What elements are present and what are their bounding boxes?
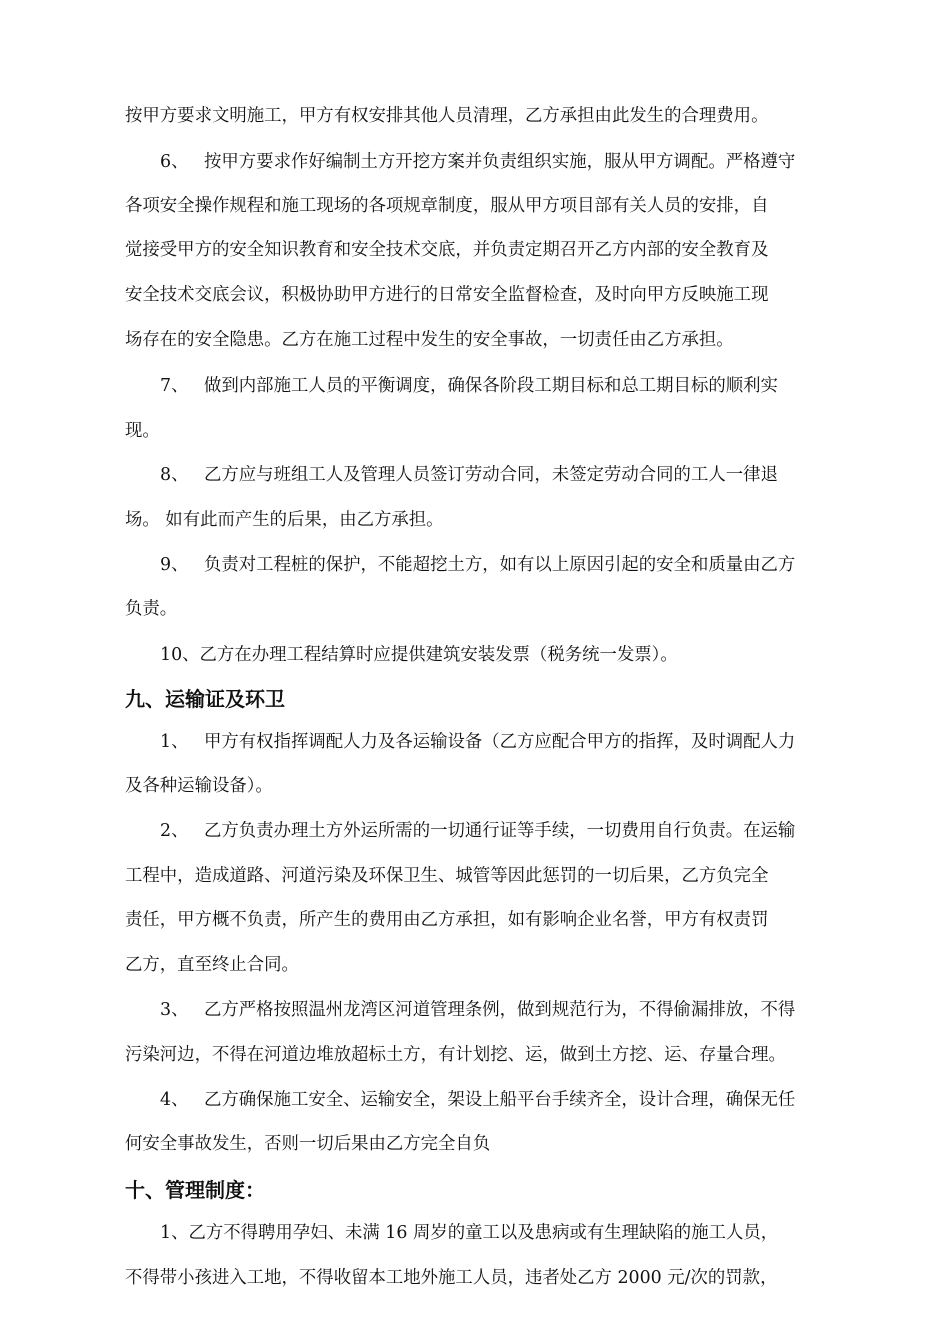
paragraph-line: 安全技术交底会议，积极协助甲方进行的日常安全监督检查，及时向甲方反映施工现 bbox=[125, 285, 769, 305]
clause-9-1: 1、 甲方有权指挥调配人力及各运输设备（乙方应配合甲方的指挥，及时调配人力 bbox=[160, 732, 796, 752]
clause-8: 8、 乙方应与班组工人及管理人员签订劳动合同，未签定劳动合同的工人一律退 bbox=[160, 465, 778, 485]
paragraph-line: 现。 bbox=[125, 421, 160, 441]
clause-9-3: 3、 乙方严格按照温州龙湾区河道管理条例，做到规范行为，不得偷漏排放，不得 bbox=[160, 1000, 796, 1020]
clause-number: 6、 bbox=[160, 152, 189, 172]
clause-6: 6、 按甲方要求作好编制土方开挖方案并负责组织实施，服从甲方调配。严格遵守 bbox=[160, 152, 796, 172]
clause-number: 7、 bbox=[160, 376, 189, 396]
clause-9-2: 2、 乙方负责办理土方外运所需的一切通行证等手续，一切费用自行负责。在运输 bbox=[160, 821, 796, 841]
paragraph-line: 按甲方要求文明施工，甲方有权安排其他人员清理，乙方承担由此发生的合理费用。 bbox=[125, 106, 769, 126]
paragraph-line: 乙方，直至终止合同。 bbox=[125, 955, 299, 975]
clause-number: 4、 bbox=[160, 1090, 189, 1110]
clause-number: 1、 bbox=[160, 732, 189, 752]
clause-number: 9、 bbox=[160, 555, 189, 575]
paragraph-line: 及各种运输设备）。 bbox=[125, 776, 273, 796]
paragraph-line: 不得带小孩进入工地，不得收留本工地外施工人员，违者处乙方 2000 元/次的罚款， bbox=[125, 1268, 778, 1288]
paragraph-line: 责任，甲方概不负责，所产生的费用由乙方承担，如有影响企业名誉，甲方有权责罚 bbox=[125, 910, 769, 930]
section-heading-10: 十、管理制度： bbox=[125, 1178, 265, 1202]
section-heading-9: 九、运输证及环卫 bbox=[125, 687, 285, 711]
paragraph-line: 场。 如有此而产生的后果，由乙方承担。 bbox=[125, 510, 444, 530]
clause-number: 8、 bbox=[160, 465, 189, 485]
clause-number: 2、 bbox=[160, 821, 189, 841]
paragraph-line: 觉接受甲方的安全知识教育和安全技术交底，并负责定期召开乙方内部的安全教育及 bbox=[125, 240, 769, 260]
paragraph-line: 场存在的安全隐患。乙方在施工过程中发生的安全事故，一切责任由乙方承担。 bbox=[125, 330, 734, 350]
paragraph-line: 各项安全操作规程和施工现场的各项规章制度，服从甲方项目部有关人员的安排，自 bbox=[125, 196, 769, 216]
paragraph-line: 负责。 bbox=[125, 599, 178, 619]
clause-9-4: 4、 乙方确保施工安全、运输安全，架设上船平台手续齐全，设计合理，确保无任 bbox=[160, 1090, 796, 1110]
clause-number: 3、 bbox=[160, 1000, 189, 1020]
paragraph-line: 工程中，造成道路、河道污染及环保卫生、城管等因此惩罚的一切后果，乙方负完全 bbox=[125, 866, 769, 886]
clause-10-1: 1、乙方不得聘用孕妇、未满 16 周岁的童工以及患病或有生理缺陷的施工人员， bbox=[160, 1223, 779, 1243]
clause-7: 7、 做到内部施工人员的平衡调度，确保各阶段工期目标和总工期目标的顺利实 bbox=[160, 376, 778, 396]
paragraph-line: 污染河边，不得在河道边堆放超标土方，有计划挖、运，做到土方挖、运、存量合理。 bbox=[125, 1045, 786, 1065]
paragraph-line: 何安全事故发生，否则一切后果由乙方完全自负 bbox=[125, 1134, 491, 1154]
clause-9: 9、 负责对工程桩的保护，不能超挖土方，如有以上原因引起的安全和质量由乙方 bbox=[160, 555, 796, 575]
clause-10: 10、乙方在办理工程结算时应提供建筑安装发票（税务统一发票）。 bbox=[160, 645, 678, 665]
